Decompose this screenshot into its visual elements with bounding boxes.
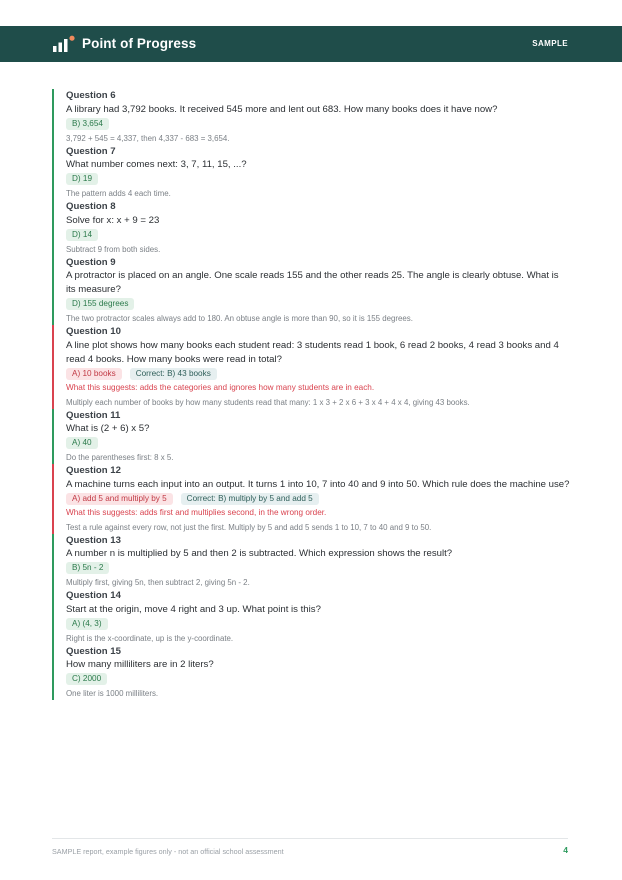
student-answer-incorrect-badge: A) add 5 and multiply by 5 bbox=[66, 493, 173, 505]
question-text: Start at the origin, move 4 right and 3 up. What point is this? bbox=[66, 603, 321, 615]
question-block bbox=[52, 534, 570, 590]
question-heading: Question 7 bbox=[66, 145, 116, 157]
question-block bbox=[52, 409, 570, 465]
student-answer-correct-badge: D) 19 bbox=[66, 173, 98, 185]
answer-row bbox=[66, 562, 570, 574]
student-answer-correct-badge: D) 14 bbox=[66, 229, 98, 241]
student-answer-correct-badge: A) 40 bbox=[66, 437, 98, 449]
footer-divider bbox=[52, 838, 568, 839]
question-block bbox=[52, 200, 570, 256]
question-heading: Question 13 bbox=[66, 534, 121, 546]
question-block bbox=[52, 89, 570, 145]
student-answer-correct-badge: C) 2000 bbox=[66, 673, 107, 685]
answer-row bbox=[66, 118, 570, 130]
question-heading: Question 10 bbox=[66, 326, 121, 337]
question-text: How many milliliters are in 2 liters? bbox=[66, 659, 214, 670]
student-answer-correct-badge: B) 5n - 2 bbox=[66, 562, 109, 574]
answer-row bbox=[66, 173, 570, 185]
question-block bbox=[52, 256, 570, 326]
brand-title: Point of Progress bbox=[82, 36, 197, 51]
question-heading: Question 11 bbox=[66, 409, 121, 421]
bar-chart-logo-icon bbox=[52, 35, 76, 53]
question-text: Solve for x: x + 9 = 23 bbox=[66, 214, 160, 226]
correct-answer-badge: Correct: B) multiply by 5 and add 5 bbox=[181, 493, 319, 505]
question-text: What number comes next: 3, 7, 11, 15, ...? bbox=[66, 159, 247, 170]
question-text: A line plot shows how many books each student read: 3 students read 1 book, 6 read 2 books, 4 read 3 books and 4 read 4 books. How many books were read in total? bbox=[66, 339, 559, 365]
misconception-note: What this suggests: adds first and multiplies second, in the wrong order. bbox=[66, 507, 327, 517]
student-answer-correct-badge: A) (4, 3) bbox=[66, 618, 108, 630]
report-header bbox=[0, 26, 622, 62]
answer-row bbox=[66, 437, 570, 449]
student-answer-incorrect-badge: A) 10 books bbox=[66, 368, 122, 380]
explanation-text: Multiply first, giving 5n, then subtract 2, giving 5n - 2. bbox=[66, 578, 250, 587]
question-heading: Question 8 bbox=[66, 201, 116, 212]
student-answer-correct-badge: D) 155 degrees bbox=[66, 298, 134, 310]
question-text: A number n is multiplied by 5 and then 2 is subtracted. Which expression shows the result? bbox=[66, 548, 453, 559]
answer-row bbox=[66, 673, 570, 685]
question-heading: Question 12 bbox=[66, 465, 121, 476]
question-heading: Question 9 bbox=[66, 256, 116, 268]
question-heading: Question 6 bbox=[66, 90, 116, 101]
student-answer-correct-badge: B) 3,654 bbox=[66, 118, 109, 130]
explanation-text: The pattern adds 4 each time. bbox=[66, 189, 171, 198]
question-heading: Question 15 bbox=[66, 645, 121, 657]
explanation-text: Test a rule against every row, not just the first. Multiply by 5 and add 5 sends 1 to 10, 7 to 40 and 9 to 50. bbox=[66, 522, 432, 532]
explanation-text: Right is the x-coordinate, up is the y-coordinate. bbox=[66, 633, 234, 643]
answer-row bbox=[66, 298, 570, 310]
question-text: What is (2 + 6) x 5? bbox=[66, 423, 150, 434]
question-block bbox=[52, 464, 570, 534]
answer-row bbox=[66, 229, 570, 241]
page-number: 4 bbox=[563, 845, 568, 855]
answer-row bbox=[66, 493, 570, 505]
correct-answer-badge: Correct: B) 43 books bbox=[130, 368, 217, 380]
explanation-text: Multiply each number of books by how many students read that many: 1 x 3 + 2 x 6 + 3 x 4 + 4 x 4, giving 43 books. bbox=[66, 397, 470, 407]
explanation-text: The two protractor scales always add to 180. An obtuse angle is more than 90, so it is 155 degrees. bbox=[66, 314, 413, 323]
explanation-text: Subtract 9 from both sides. bbox=[66, 244, 161, 254]
question-block bbox=[52, 645, 570, 701]
answer-row bbox=[66, 618, 570, 630]
question-block bbox=[52, 325, 570, 409]
sample-tag: SAMPLE bbox=[532, 39, 568, 48]
answer-row bbox=[66, 368, 570, 380]
question-text: A protractor is placed on an angle. One scale reads 155 and the other reads 25. The angle is clearly obtuse. What is its measure? bbox=[66, 270, 559, 295]
explanation-text: 3,792 + 545 = 4,337, then 4,337 - 683 = 3,654. bbox=[66, 133, 230, 143]
question-text: A machine turns each input into an output. It turns 1 into 10, 7 into 40 and 9 into 50. Which rule does the machine use? bbox=[66, 478, 570, 490]
explanation-text: One liter is 1000 milliliters. bbox=[66, 689, 159, 698]
footer-note: SAMPLE report, example figures only - not an official school assessment bbox=[52, 847, 284, 856]
question-text: A library had 3,792 books. It received 545 more and lent out 683. How many books does it have now? bbox=[66, 103, 498, 115]
question-list bbox=[52, 89, 570, 700]
misconception-note: What this suggests: adds the categories and ignores how many students are in each. bbox=[66, 382, 375, 392]
explanation-text: Do the parentheses first: 8 x 5. bbox=[66, 453, 174, 462]
question-block bbox=[52, 145, 570, 201]
question-heading: Question 14 bbox=[66, 590, 121, 601]
question-block bbox=[52, 589, 570, 645]
